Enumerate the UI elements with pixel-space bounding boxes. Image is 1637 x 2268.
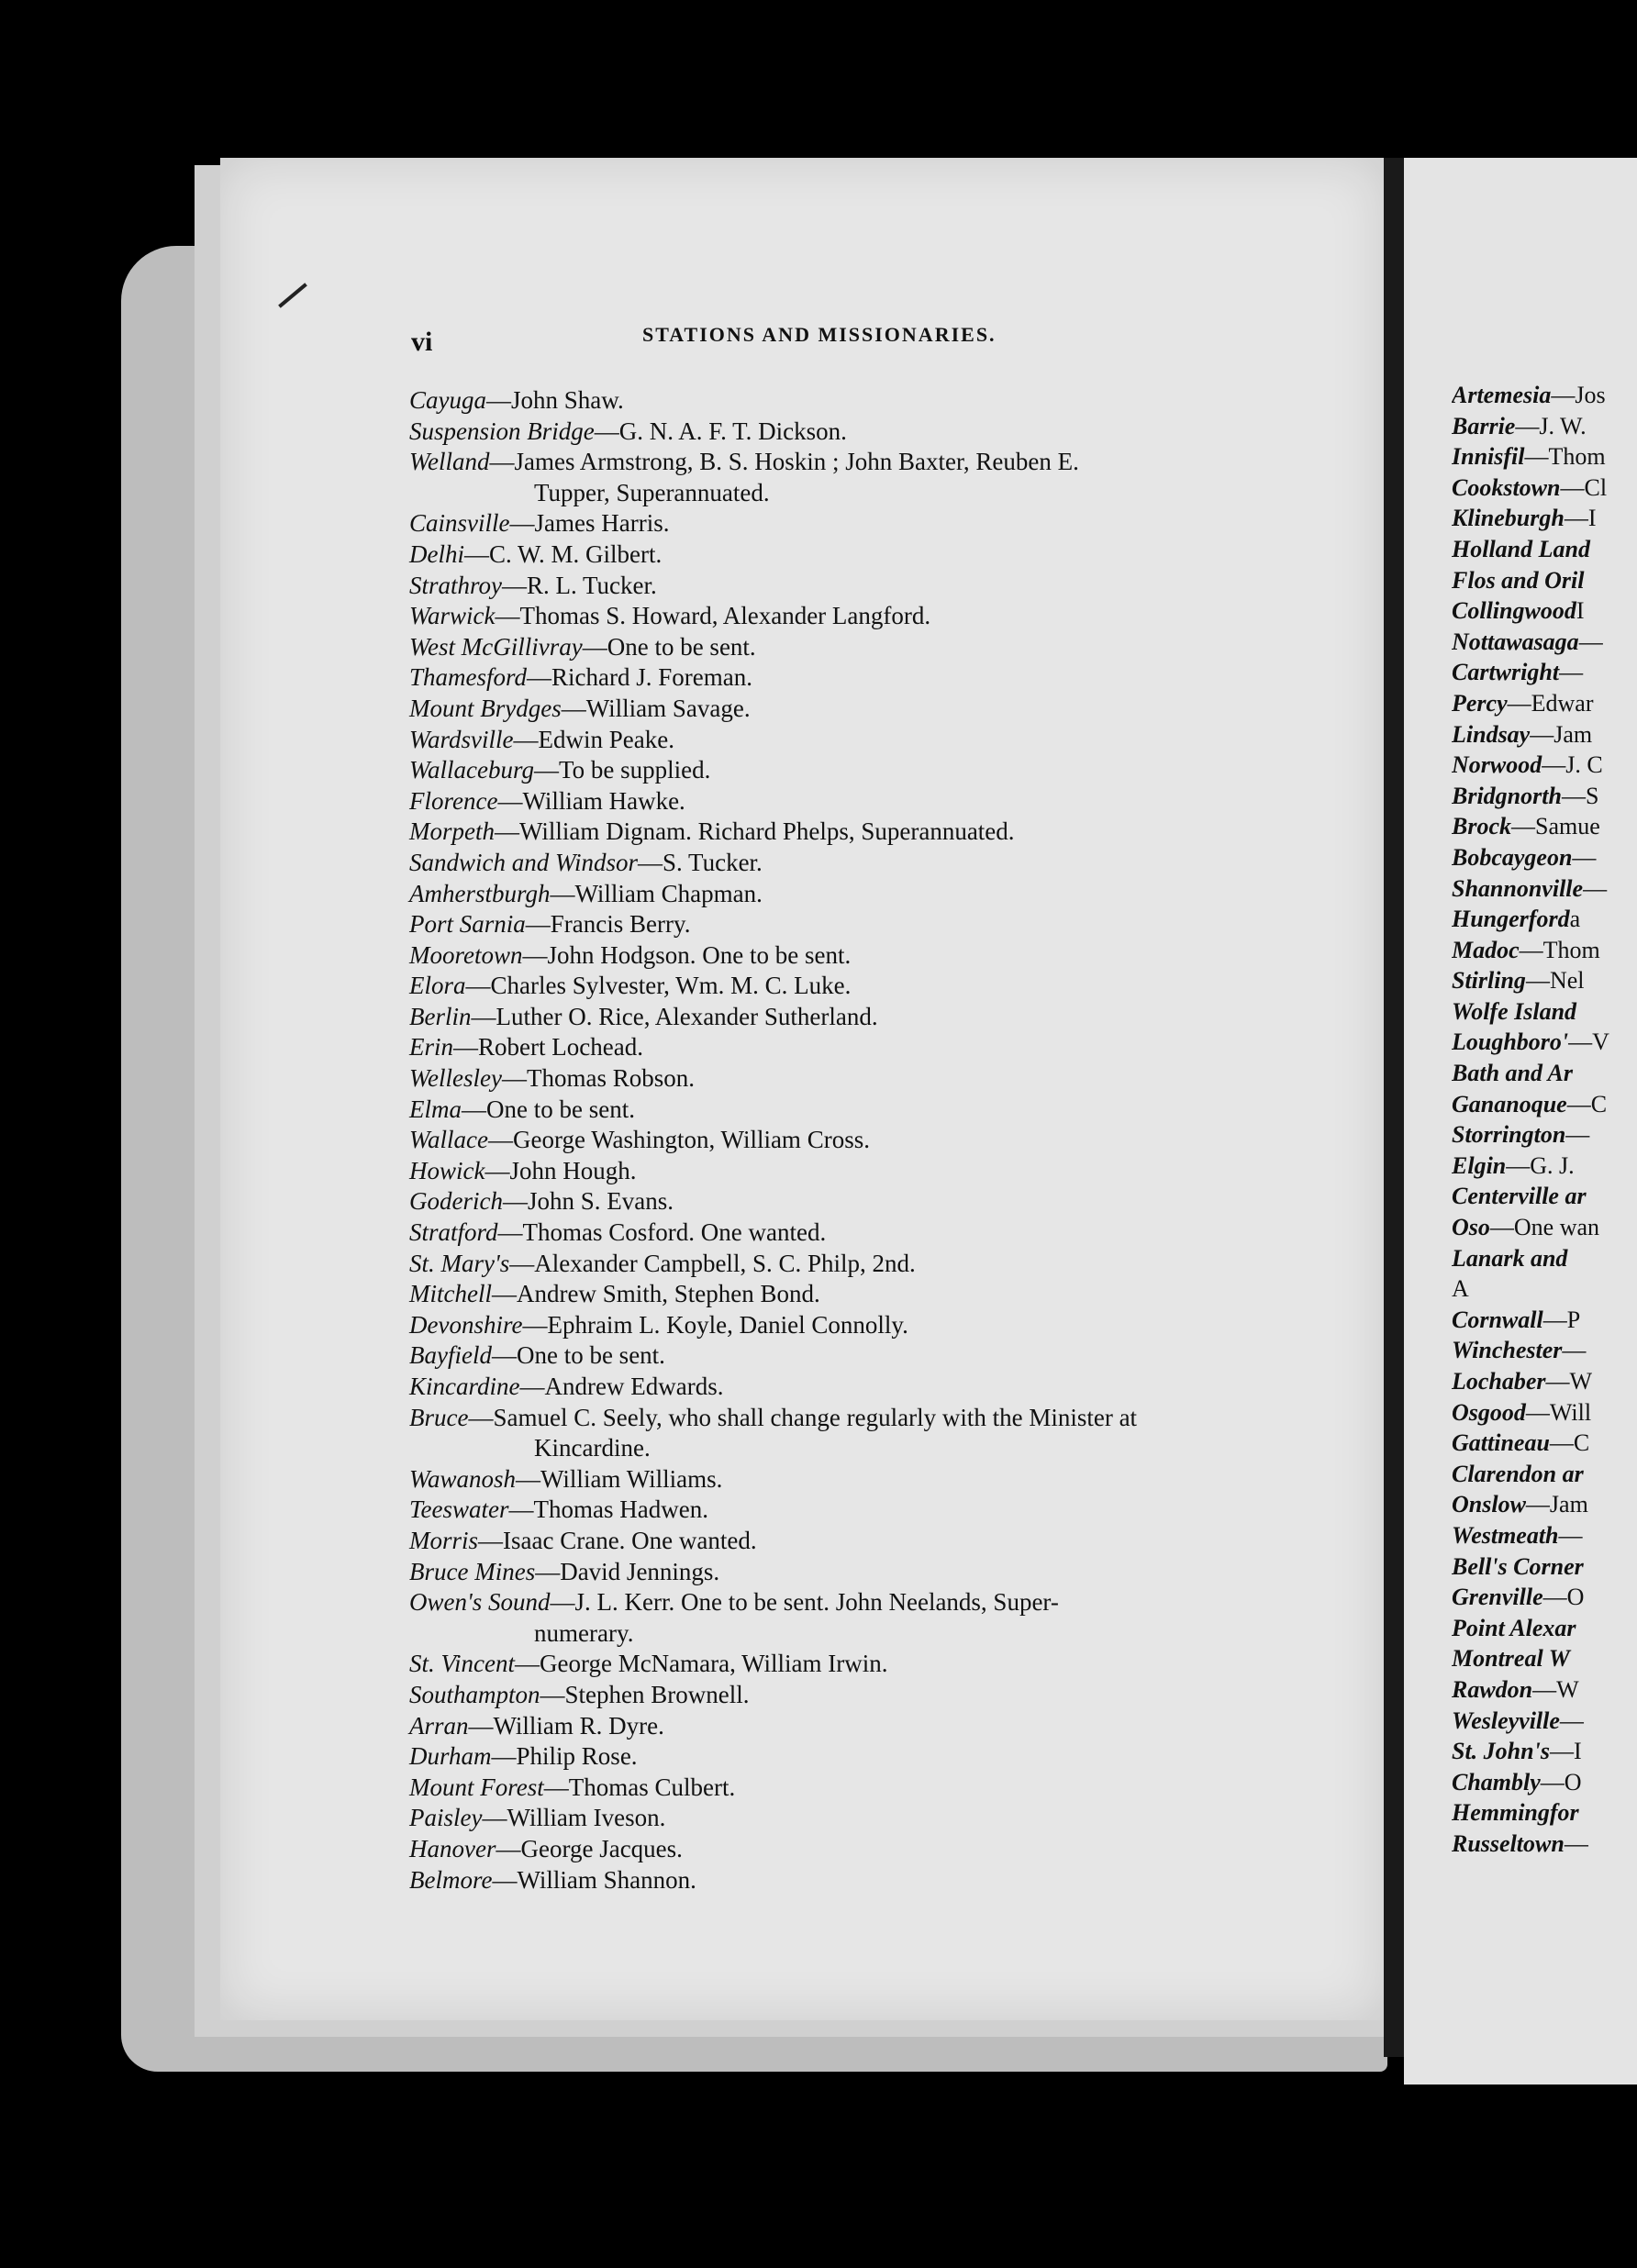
right-station-place: Winchester (1452, 1337, 1563, 1364)
station-entry (409, 1865, 1336, 1896)
station-missionaries: Tupper, Superannuated. (534, 478, 770, 506)
right-station-rest: —W (1532, 1675, 1579, 1703)
right-station-entry (1452, 1643, 1635, 1674)
right-station-rest: —G. J. (1506, 1151, 1575, 1179)
right-station-entry (1452, 965, 1635, 996)
station-missionaries: —Thomas Robson. (501, 1064, 695, 1093)
station-place: Elma (409, 1095, 462, 1123)
station-missionaries: —John S. Evans. (502, 1187, 674, 1216)
right-station-rest: —Jam (1530, 720, 1593, 748)
right-station-rest: —J. C (1542, 751, 1603, 779)
station-entry (409, 1249, 1336, 1280)
station-missionaries: —Samuel C. Seely, who shall change regularly with the Minister at (468, 1403, 1138, 1431)
station-entry (409, 1186, 1336, 1217)
station-entry (409, 1032, 1336, 1063)
right-station-place: Cornwall (1452, 1306, 1543, 1333)
right-station-place: Point Alexar (1452, 1614, 1576, 1641)
station-entry (409, 632, 1336, 663)
station-missionaries: —Thomas Cosford. One wanted. (497, 1218, 827, 1247)
right-station-entry (1452, 1305, 1635, 1336)
right-station-place: Wesleyville (1452, 1707, 1560, 1734)
right-station-place: Barrie (1452, 412, 1516, 439)
right-station-entry (1452, 1335, 1635, 1366)
right-station-rest: —Jos (1551, 382, 1606, 408)
right-station-entry (1452, 842, 1635, 873)
right-station-place: Innisfil (1452, 443, 1525, 471)
right-station-entry (1452, 1151, 1635, 1182)
right-station-entry (1452, 627, 1635, 658)
right-station-rest: —O (1540, 1768, 1582, 1796)
right-station-rest: — (1559, 659, 1584, 686)
right-station-entry (1452, 688, 1635, 719)
right-station-entry (1452, 1428, 1635, 1459)
station-entry (409, 1526, 1336, 1557)
station-entry (409, 1834, 1336, 1865)
station-entry (409, 940, 1336, 972)
station-place: Cayuga (409, 386, 486, 414)
right-station-rest: —Will (1525, 1398, 1592, 1426)
right-station-place: Montreal W (1452, 1645, 1570, 1673)
station-place: Wallaceburg (409, 756, 534, 784)
right-station-place: Elgin (1452, 1151, 1507, 1179)
station-entry (409, 1587, 1336, 1618)
station-place: Delhi (409, 539, 464, 568)
right-station-entry (1452, 873, 1635, 905)
station-entry (409, 1495, 1336, 1526)
station-entry (409, 478, 1336, 509)
station-missionaries: —William Dignam. Richard Phelps, Superannuated. (494, 817, 1015, 846)
right-station-rest: —I (1549, 1738, 1582, 1765)
right-station-rest: —Edwar (1507, 689, 1594, 717)
station-missionaries: —Isaac Crane. One wanted. (478, 1526, 757, 1554)
right-station-entry (1452, 1520, 1635, 1551)
station-missionaries: —One to be sent. (491, 1341, 665, 1370)
station-entry (409, 417, 1336, 448)
right-station-entry (1452, 534, 1635, 565)
right-station-place: Hungerford (1452, 906, 1570, 933)
station-missionaries: —Stephen Brownell. (540, 1680, 750, 1708)
right-station-place: Westmeath (1452, 1521, 1559, 1549)
station-place: Goderich (409, 1187, 503, 1216)
station-entry (409, 1217, 1336, 1249)
station-missionaries: —George Jacques. (496, 1834, 683, 1862)
right-station-rest: I (1576, 597, 1585, 625)
right-station-place: Grenville (1452, 1584, 1543, 1611)
right-station-place: Bridgnorth (1452, 782, 1562, 809)
station-missionaries: —Edwin Peake. (513, 725, 674, 753)
right-station-place: Cartwright (1452, 659, 1560, 686)
right-station-rest: —O (1542, 1584, 1585, 1611)
right-station-entry (1452, 1397, 1635, 1429)
station-entry (409, 971, 1336, 1002)
right-station-entry (1452, 1551, 1635, 1583)
right-station-entry (1452, 1797, 1635, 1829)
station-missionaries: numerary. (534, 1618, 634, 1647)
station-entry (409, 1711, 1336, 1742)
station-place: Bayfield (409, 1341, 492, 1370)
page-number: vi (411, 327, 433, 357)
right-station-place: Bell's Corner (1452, 1552, 1584, 1580)
right-station-rest: — (1564, 1829, 1588, 1857)
station-place: Welland (409, 448, 490, 476)
right-station-place: Stirling (1452, 967, 1526, 995)
station-missionaries: —John Hodgson. One to be sent. (522, 940, 852, 969)
right-station-entry (1452, 904, 1635, 935)
right-station-rest: —Samue (1511, 813, 1600, 840)
station-place: Wallace (409, 1126, 488, 1154)
right-station-place: Chambly (1452, 1768, 1541, 1796)
station-missionaries: —William R. Dyre. (468, 1711, 664, 1740)
right-station-place: Loughboro' (1452, 1028, 1569, 1056)
right-station-entry (1452, 1706, 1635, 1737)
station-place: Port Sarnia (409, 910, 526, 939)
right-station-rest: — (1565, 1121, 1590, 1149)
station-place: Cainsville (409, 509, 510, 538)
station-missionaries: —George Washington, William Cross. (487, 1126, 870, 1154)
station-place: Hanover (409, 1834, 496, 1862)
station-entry (409, 1310, 1336, 1341)
right-station-entry (1452, 1674, 1635, 1706)
station-place: Kincardine (409, 1373, 520, 1400)
station-entry (409, 879, 1336, 910)
station-missionaries: —S. Tucker. (638, 848, 763, 876)
right-station-place: Cookstown (1452, 473, 1561, 501)
right-station-place: Holland Land (1452, 535, 1590, 562)
right-station-entry (1452, 1212, 1635, 1243)
station-place: St. Vincent (409, 1650, 515, 1678)
right-station-rest: — (1562, 1337, 1587, 1364)
right-station-rest: —Thom (1524, 443, 1606, 471)
station-place: Arran (409, 1711, 469, 1740)
station-missionaries: —One to be sent. (462, 1095, 635, 1123)
station-missionaries: —Thomas Culbert. (543, 1773, 736, 1801)
station-missionaries: —William Williams. (516, 1464, 723, 1493)
right-station-entry (1452, 719, 1635, 750)
right-station-place: Gattineau (1452, 1429, 1550, 1457)
station-place: Mount Forest (409, 1773, 544, 1801)
station-entry (409, 539, 1336, 571)
right-station-entry (1452, 1767, 1635, 1798)
station-missionaries: —C. W. M. Gilbert. (464, 539, 663, 568)
station-entry (409, 1095, 1336, 1126)
station-missionaries: —Richard J. Foreman. (527, 663, 752, 692)
right-station-place: Percy (1452, 689, 1508, 717)
right-station-rest: —Thom (1519, 936, 1600, 963)
station-place: West McGillivray (409, 632, 583, 661)
station-place: Owen's Sound (409, 1588, 551, 1617)
right-station-entry (1452, 811, 1635, 842)
station-missionaries: —To be supplied. (534, 756, 711, 784)
station-missionaries: —George McNamara, William Irwin. (514, 1650, 888, 1678)
right-station-rest: —One wan (1489, 1214, 1600, 1241)
station-entry (409, 1803, 1336, 1834)
station-place: Southampton (409, 1680, 540, 1708)
right-station-place: Storrington (1452, 1121, 1566, 1149)
right-station-entry (1452, 1736, 1635, 1767)
right-station-place: Clarendon ar (1452, 1460, 1584, 1487)
station-missionaries: —Thomas Hadwen. (508, 1495, 708, 1524)
station-place: Wawanosh (409, 1464, 517, 1493)
right-station-place: Oso (1452, 1214, 1490, 1241)
station-place: Florence (409, 786, 498, 815)
right-station-place: Lanark and (1452, 1244, 1568, 1272)
page-header: STATIONS AND MISSIONARIES. (642, 323, 997, 346)
station-place: Thamesford (409, 663, 528, 692)
station-entry (409, 385, 1336, 417)
right-station-place: Shannonville (1452, 874, 1584, 902)
station-place: Amherstburgh (409, 879, 551, 907)
station-missionaries: —R. L. Tucker. (502, 571, 657, 599)
station-entry (409, 1125, 1336, 1156)
right-station-rest: —J. W. (1515, 412, 1587, 439)
right-station-rest: —S (1561, 782, 1599, 809)
right-station-entry (1452, 1366, 1635, 1397)
right-station-entry (1452, 1582, 1635, 1613)
right-station-entry (1452, 1027, 1635, 1058)
right-station-rest: —V (1568, 1028, 1609, 1056)
station-missionaries: —G. N. A. F. T. Dickson. (594, 417, 847, 445)
station-entry (409, 447, 1336, 478)
station-entry (409, 1002, 1336, 1033)
station-place: Sandwich and Windsor (409, 848, 639, 876)
right-station-rest: —I (1564, 505, 1597, 532)
station-entry (409, 1464, 1336, 1495)
right-station-entry (1452, 472, 1635, 504)
station-entry (409, 1156, 1336, 1187)
right-station-entry (1452, 1089, 1635, 1120)
right-station-entry (1452, 935, 1635, 966)
station-place: Warwick (409, 602, 496, 630)
right-station-rest: — (1559, 1707, 1584, 1734)
station-missionaries: —David Jennings. (535, 1557, 720, 1585)
right-station-entry (1452, 1243, 1635, 1274)
station-place: Devonshire (409, 1310, 523, 1339)
station-missionaries: —James Armstrong, B. S. Hoskin ; John Baxter, Reuben E. (489, 448, 1079, 476)
station-missionaries: —One to be sent. (582, 632, 756, 661)
station-place: Wardsville (409, 725, 514, 753)
right-station-rest: —W (1545, 1368, 1593, 1395)
station-entry (409, 1403, 1336, 1434)
right-station-entry (1452, 750, 1635, 781)
right-station-rest: —C (1566, 1090, 1608, 1117)
station-missionaries: —John Hough. (484, 1156, 637, 1184)
right-station-rest: — (1572, 843, 1597, 871)
station-place: Morpeth (409, 817, 495, 846)
station-place: Bruce Mines (409, 1557, 536, 1585)
right-station-place: St. John's (1452, 1738, 1550, 1765)
station-missionaries: —William Shannon. (492, 1865, 696, 1894)
station-missionaries: —Philip Rose. (491, 1742, 638, 1771)
station-place: St. Mary's (409, 1249, 510, 1277)
station-missionaries: —William Savage. (561, 694, 751, 722)
station-place: Elora (409, 972, 466, 1000)
station-entry (409, 755, 1336, 786)
right-station-rest: —P (1542, 1306, 1581, 1333)
right-station-entry (1452, 565, 1635, 596)
station-entry (409, 848, 1336, 879)
right-station-entry (1452, 1273, 1635, 1305)
right-station-entry (1452, 380, 1635, 411)
station-missionaries: —William Iveson. (482, 1804, 666, 1832)
right-station-entry (1452, 1613, 1635, 1644)
right-station-place: Madoc (1452, 936, 1520, 963)
station-entry (409, 817, 1336, 848)
right-station-rest: A (1452, 1275, 1469, 1303)
right-station-entry (1452, 595, 1635, 627)
station-missionaries: —Ephraim L. Koyle, Daniel Connolly. (522, 1310, 908, 1339)
station-missionaries: —Francis Berry. (525, 910, 691, 939)
right-station-place: Brock (1452, 813, 1511, 840)
station-missionaries: —Alexander Campbell, S. C. Philp, 2nd. (509, 1249, 916, 1277)
station-place: Stratford (409, 1218, 498, 1247)
station-entry (409, 909, 1336, 940)
right-station-rest: —Cl (1560, 473, 1608, 501)
right-station-place: Artemesia (1452, 382, 1552, 408)
station-entry (409, 1618, 1336, 1650)
station-entry (409, 1063, 1336, 1095)
right-station-entry (1452, 1459, 1635, 1490)
station-place: Mount Brydges (409, 694, 562, 722)
station-entry (409, 1773, 1336, 1804)
right-station-place: Wolfe Island (1452, 997, 1577, 1025)
station-entry (409, 1680, 1336, 1711)
station-missionaries: —Robert Lochead. (453, 1033, 643, 1062)
right-station-entry (1452, 1489, 1635, 1520)
right-station-place: Bath and Ar (1452, 1060, 1573, 1087)
right-station-entry (1452, 996, 1635, 1028)
right-station-rest: a (1569, 906, 1581, 933)
station-place: Mooretown (409, 940, 523, 969)
station-missionaries: —J. L. Kerr. One to be sent. John Neelands, Super- (550, 1588, 1059, 1617)
right-station-place: Klineburgh (1452, 505, 1565, 532)
station-place: Erin (409, 1033, 454, 1062)
station-missionaries: —William Chapman. (550, 879, 763, 907)
station-place: Strathroy (409, 571, 502, 599)
station-missionaries: —Andrew Edwards. (519, 1373, 724, 1400)
station-entry (409, 1433, 1336, 1464)
right-station-rest: — (1578, 628, 1603, 655)
right-station-place: Rawdon (1452, 1675, 1533, 1703)
right-station-entry (1452, 1119, 1635, 1151)
station-entry (409, 694, 1336, 725)
station-place: Berlin (409, 1002, 472, 1030)
station-entry (409, 508, 1336, 539)
right-station-place: Flos and Oril (1452, 566, 1585, 594)
right-station-entry (1452, 441, 1635, 472)
right-station-place: Lochaber (1452, 1368, 1546, 1395)
right-station-place: Lindsay (1452, 720, 1531, 748)
right-station-rest: —Nel (1525, 967, 1585, 995)
station-missionaries: —James Harris. (509, 509, 670, 538)
station-place: Durham (409, 1742, 492, 1771)
station-missionaries: —Andrew Smith, Stephen Bond. (491, 1280, 820, 1308)
station-place: Mitchell (409, 1280, 492, 1308)
station-entry (409, 1372, 1336, 1403)
station-entry (409, 1340, 1336, 1372)
right-station-place: Collingwood (1452, 597, 1576, 625)
right-station-rest: —Jam (1525, 1491, 1588, 1518)
station-place: Belmore (409, 1865, 493, 1894)
right-station-entry (1452, 503, 1635, 534)
station-place: Wellesley (409, 1064, 502, 1093)
station-place: Suspension Bridge (409, 417, 595, 445)
right-station-place: Norwood (1452, 751, 1542, 779)
station-place: Morris (409, 1526, 479, 1554)
book-spine (1384, 158, 1404, 2057)
right-station-rest: — (1583, 874, 1608, 902)
right-station-place: Onslow (1452, 1491, 1526, 1518)
right-station-place: Nottawasaga (1452, 628, 1579, 655)
station-missionaries: —Thomas S. Howard, Alexander Langford. (495, 602, 931, 630)
right-station-place: Russeltown (1452, 1829, 1565, 1857)
station-place: Bruce (409, 1403, 469, 1431)
right-station-place: Osgood (1452, 1398, 1526, 1426)
right-station-entry (1452, 1181, 1635, 1212)
right-station-place: Hemmingfor (1452, 1799, 1579, 1827)
right-station-place: Gananoque (1452, 1090, 1567, 1117)
station-entry (409, 1649, 1336, 1680)
station-missionaries: —John Shaw. (486, 386, 624, 414)
station-missionaries: Kincardine. (534, 1434, 651, 1462)
station-entry (409, 662, 1336, 694)
station-place: Paisley (409, 1804, 483, 1832)
right-station-entry (1452, 1829, 1635, 1860)
right-station-entry (1452, 657, 1635, 688)
right-page-stations-list (1452, 380, 1635, 1860)
right-station-entry (1452, 781, 1635, 812)
station-entry (409, 725, 1336, 756)
right-station-entry (1452, 1058, 1635, 1089)
station-entry (409, 1741, 1336, 1773)
station-missionaries: —William Hawke. (497, 786, 685, 815)
station-missionaries: —Luther O. Rice, Alexander Sutherland. (471, 1002, 878, 1030)
right-station-rest: — (1558, 1521, 1583, 1549)
right-station-rest: —C (1549, 1429, 1590, 1457)
right-station-entry (1452, 411, 1635, 442)
station-entry (409, 571, 1336, 602)
station-entry (409, 601, 1336, 632)
station-entry (409, 1557, 1336, 1588)
stations-list (409, 385, 1336, 1896)
right-station-place: Bobcaygeon (1452, 843, 1573, 871)
right-station-place: Centerville ar (1452, 1183, 1587, 1210)
station-place: Howick (409, 1156, 485, 1184)
station-entry (409, 1279, 1336, 1310)
station-place: Teeswater (409, 1495, 509, 1524)
station-missionaries: —Charles Sylvester, Wm. M. C. Luke. (465, 972, 852, 1000)
station-entry (409, 786, 1336, 817)
